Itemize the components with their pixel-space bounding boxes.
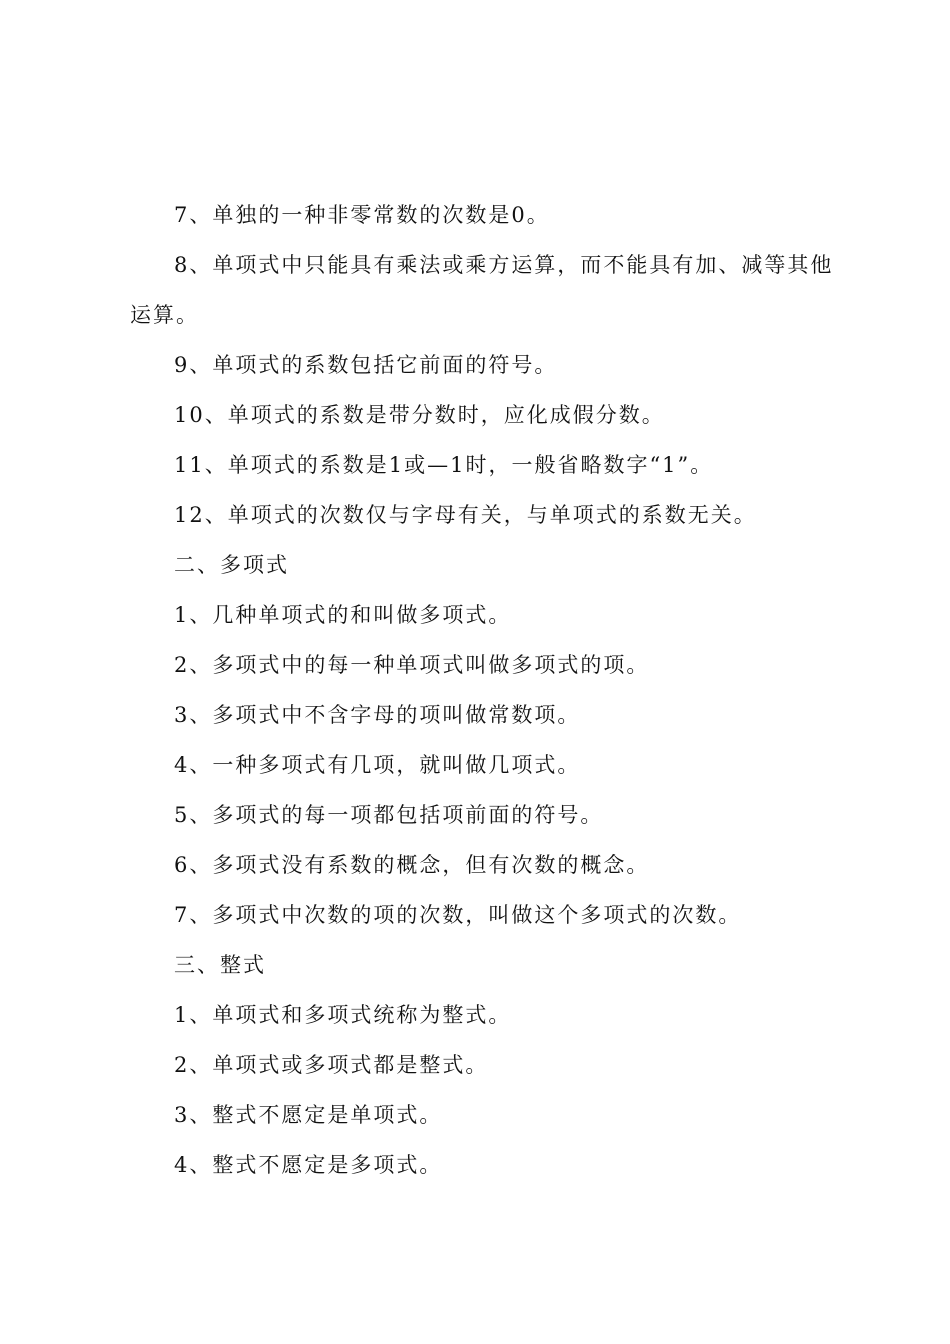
- paragraph-polynomial-6: 6、多项式没有系数的概念，但有次数的概念。: [174, 853, 650, 877]
- paragraph-integral-1: 1、单项式和多项式统称为整式。: [174, 1003, 512, 1027]
- paragraph-monomial-8: 8、单项式中只能具有乘法或乘方运算，而不能具有加、减等其他运算。: [130, 253, 834, 327]
- paragraph-monomial-10: 10、单项式的系数是带分数时，应化成假分数。: [174, 403, 665, 427]
- paragraph-polynomial-4: 4、一种多项式有几项，就叫做几项式。: [174, 753, 581, 777]
- paragraph-monomial-11: 11、单项式的系数是1或—1时，一般省略数字“1”。: [174, 453, 714, 477]
- paragraph-integral-4: 4、整式不愿定是多项式。: [174, 1153, 443, 1177]
- document-body: [130, 190, 835, 1190]
- paragraph-monomial-9: 9、单项式的系数包括它前面的符号。: [174, 353, 558, 377]
- paragraph-integral-2: 2、单项式或多项式都是整式。: [174, 1053, 489, 1077]
- paragraph-polynomial-2: 2、多项式中的每一种单项式叫做多项式的项。: [174, 653, 650, 677]
- paragraph-polynomial-7: 7、多项式中次数的项的次数，叫做这个多项式的次数。: [174, 903, 742, 927]
- paragraph-integral-3: 3、整式不愿定是单项式。: [174, 1103, 443, 1127]
- section-heading-polynomial: 二、多项式: [174, 553, 289, 577]
- paragraph-polynomial-5: 5、多项式的每一项都包括项前面的符号。: [174, 803, 604, 827]
- paragraph-monomial-12: 12、单项式的次数仅与字母有关，与单项式的系数无关。: [174, 503, 757, 527]
- paragraph-polynomial-3: 3、多项式中不含字母的项叫做常数项。: [174, 703, 581, 727]
- section-heading-integral-expression: 三、整式: [174, 953, 266, 977]
- paragraph-polynomial-1: 1、几种单项式的和叫做多项式。: [174, 603, 512, 627]
- paragraph-monomial-7: 7、单独的一种非零常数的次数是0。: [174, 203, 550, 227]
